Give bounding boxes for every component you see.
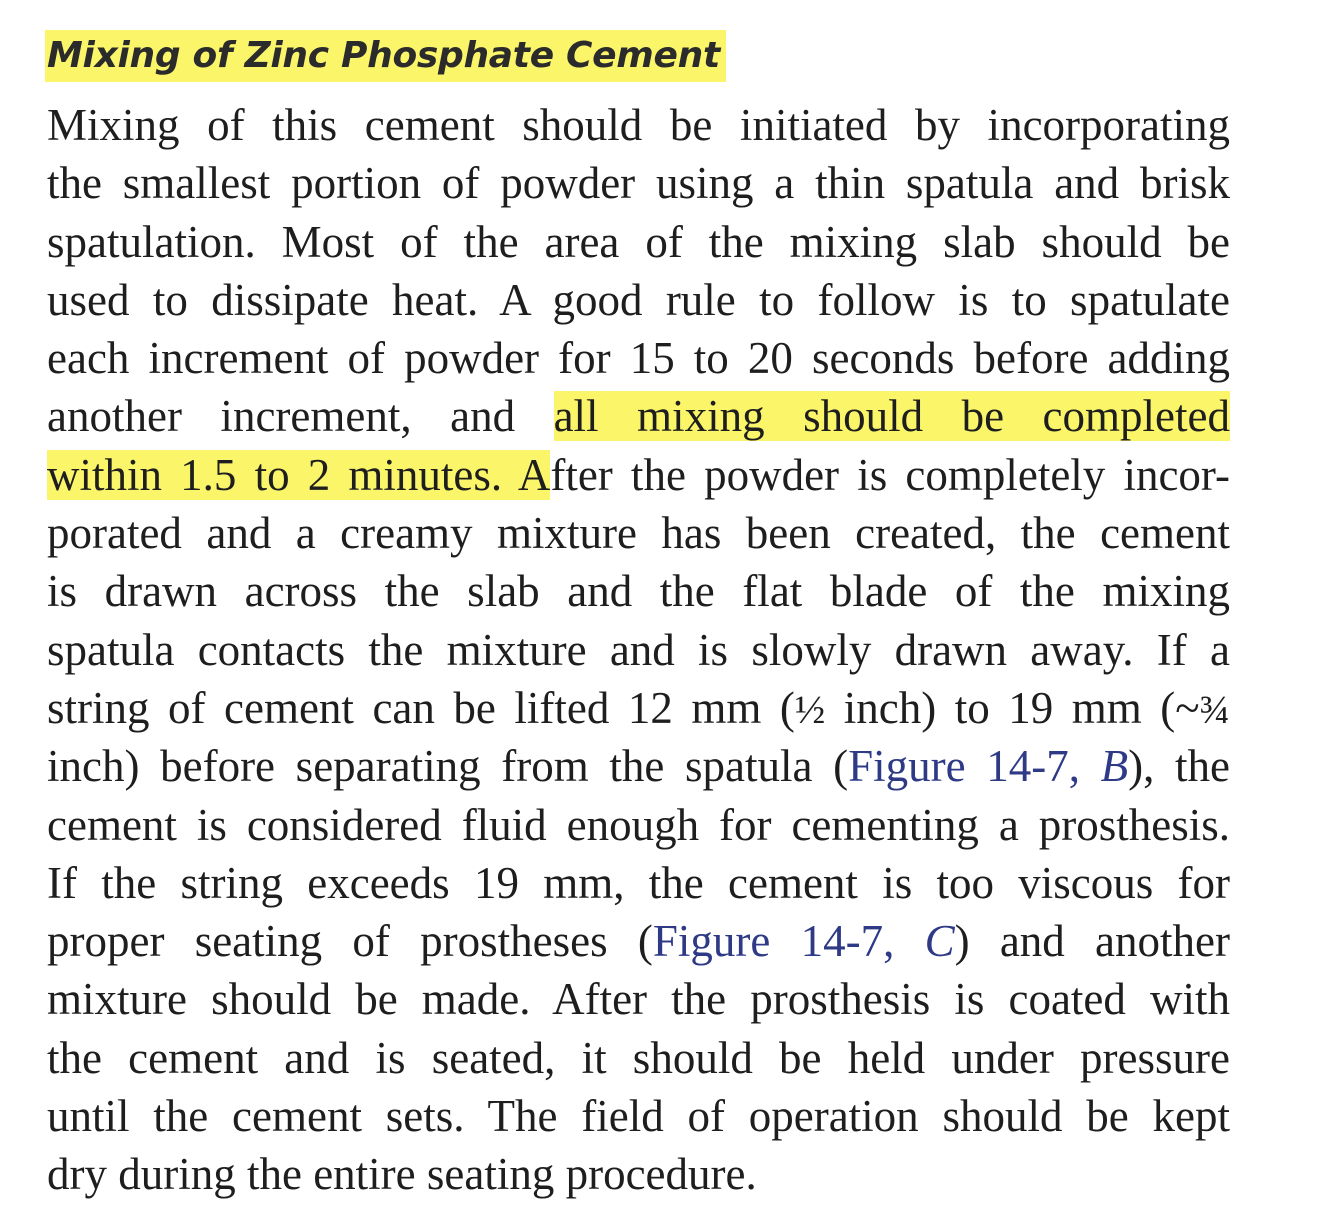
line-text: ) and another — [954, 916, 1230, 967]
paragraph-line: spatulation. Most of the area of the mixing slab should be — [47, 216, 1230, 267]
paragraph-line — [47, 446, 1230, 504]
paragraph-line — [47, 387, 1230, 445]
paragraph-line: the cement and is seated, it should be held under pressure — [47, 1032, 1230, 1083]
paragraph-line: dry during the entire seating procedure. — [47, 1149, 757, 1200]
paragraph-line: the smallest portion of powder using a thin spatula and brisk — [47, 158, 1230, 209]
fraction-three-quarters: ¾ — [1199, 686, 1230, 732]
section-heading-text: Mixing of Zinc Phosphate Cement — [45, 30, 726, 82]
line-text: inch) to 19 mm (~ — [825, 682, 1200, 733]
figure-reference-link[interactable] — [848, 741, 1128, 791]
paragraph-line: used to dissipate heat. A good rule to follow is to spatulate — [47, 274, 1230, 325]
fraction-half: ½ — [794, 686, 826, 732]
section-heading — [47, 30, 1230, 82]
highlighted-text: all mixing should be completed — [553, 391, 1230, 442]
line-text: proper seating of prostheses ( — [47, 916, 653, 967]
line-text: another increment, and — [47, 391, 554, 442]
document-page — [47, 30, 1230, 1204]
figure-reference-text: Figure 14-7, — [848, 741, 1101, 792]
paragraph-line: Mixing of this cement should be initiated by incorporating — [47, 100, 1230, 150]
figure-reference-link[interactable] — [653, 916, 955, 966]
paragraph-line — [47, 912, 1230, 970]
line-text: fter the powder is completely incor- — [550, 449, 1230, 500]
paragraph-line: each increment of powder for 15 to 20 seconds before adding — [47, 333, 1230, 384]
figure-reference-letter: B — [1100, 741, 1129, 792]
paragraph-line: is drawn across the slab and the flat blade of the mixing — [47, 566, 1230, 617]
line-text: inch) before separating from the spatula ( — [47, 741, 849, 792]
highlighted-text: within 1.5 to 2 minutes. A — [47, 449, 551, 500]
paragraph-line: cement is considered fluid enough for cementing a prosthesis. — [47, 799, 1230, 850]
paragraph-line: If the string exceeds 19 mm, the cement is too viscous for — [47, 857, 1230, 908]
line-text: ), the — [1128, 741, 1230, 792]
paragraph-line: until the cement sets. The field of operation should be kept — [47, 1091, 1230, 1142]
paragraph-line — [47, 737, 1230, 795]
paragraph-line — [47, 679, 1230, 737]
figure-reference-letter: C — [924, 916, 955, 967]
body-paragraph — [47, 96, 1230, 1204]
line-text: string of cement can be lifted 12 mm ( — [47, 682, 795, 733]
paragraph-line: mixture should be made. After the prosthesis is coated with — [47, 974, 1230, 1025]
paragraph-line: porated and a creamy mixture has been created, the cement — [47, 508, 1230, 559]
figure-reference-text: Figure 14-7, — [652, 916, 925, 967]
paragraph-line: spatula contacts the mixture and is slowly drawn away. If a — [47, 624, 1230, 675]
